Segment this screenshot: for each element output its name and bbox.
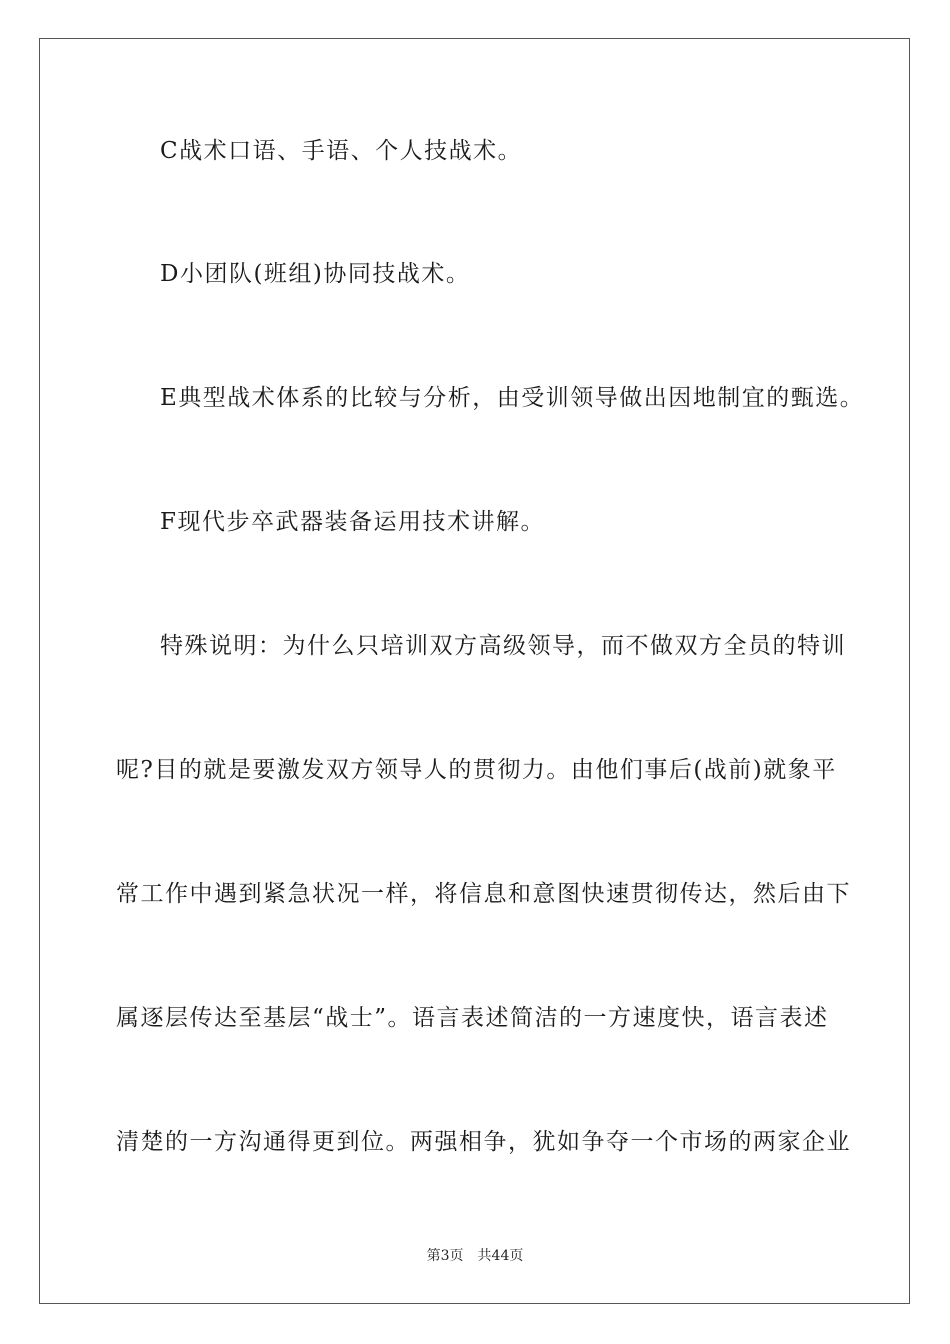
paragraph-special-note-line-4: 属逐层传达至基层“战士”。语言表述简洁的一方速度快，语言表述 bbox=[116, 1005, 829, 1031]
page-number: 第3页 bbox=[426, 1248, 464, 1264]
paragraph-option-d: D小团队(班组)协同技战术。 bbox=[160, 261, 471, 287]
paragraph-special-note-line-3: 常工作中遇到紧急状况一样，将信息和意图快速贯彻传达，然后由下 bbox=[116, 881, 851, 907]
page-total: 共44页 bbox=[477, 1248, 524, 1264]
paragraph-option-e: E典型战术体系的比较与分析，由受训领导做出因地制宜的甄选。 bbox=[160, 385, 865, 411]
page-footer bbox=[0, 1247, 950, 1265]
paragraph-special-note-line-1: 特殊说明：为什么只培训双方高级领导，而不做双方全员的特训 bbox=[160, 633, 846, 659]
paragraph-option-f: F现代步卒武器装备运用技术讲解。 bbox=[160, 509, 545, 535]
paragraph-special-note-line-5: 清楚的一方沟通得更到位。两强相争，犹如争夺一个市场的两家企业 bbox=[116, 1129, 851, 1155]
paragraph-special-note-line-2: 呢?目的就是要激发双方领导人的贯彻力。由他们事后(战前)就象平 bbox=[116, 757, 837, 783]
paragraph-option-c: C战术口语、手语、个人技战术。 bbox=[160, 138, 523, 164]
page-border bbox=[39, 38, 910, 1304]
